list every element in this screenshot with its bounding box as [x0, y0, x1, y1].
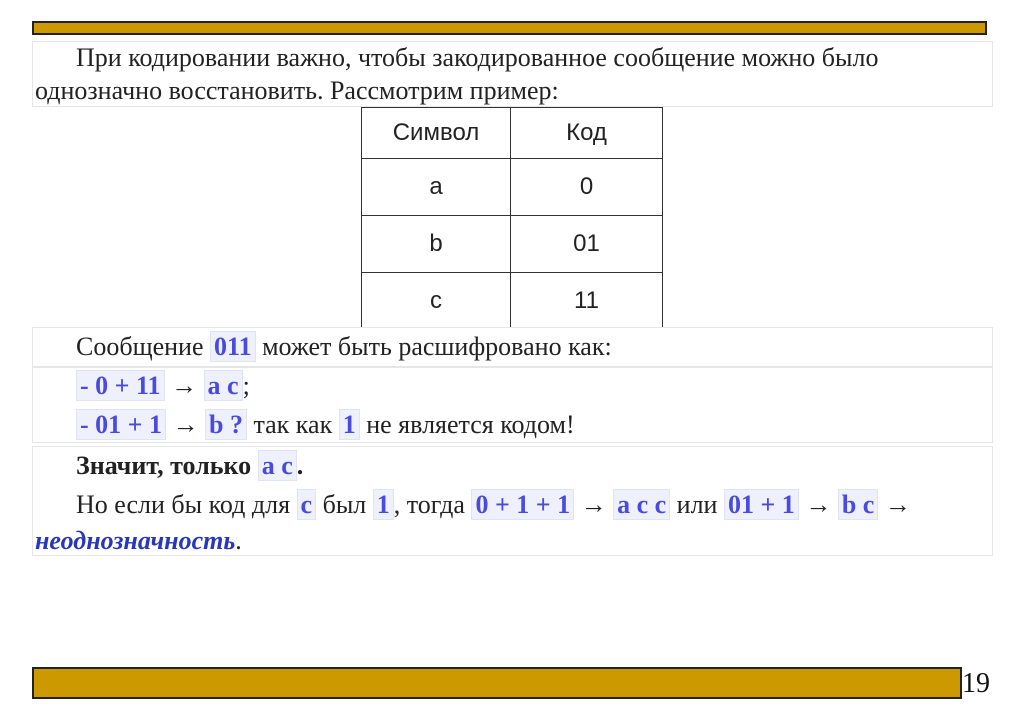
option-1-line: - 0 + 11 → a c ; — [76, 369, 250, 403]
table-row — [362, 159, 663, 216]
option-2-code: 1 — [339, 409, 360, 440]
hypothetical-line: Но если бы код для c был 1 , тогда 0 + 1 + 1 → a c c или 01 + 1 → b c → — [76, 490, 911, 519]
ambiguity-word: неоднозначность — [35, 526, 236, 555]
top-decorative-bar — [32, 21, 987, 35]
message-code: 011 — [210, 331, 256, 362]
page-number: 19 — [962, 668, 990, 699]
ambiguity-line: неоднозначность. — [35, 526, 242, 555]
cell-symbol: b — [362, 216, 511, 273]
header-code: Код — [511, 108, 663, 159]
option-1-parts: - 0 + 11 — [76, 370, 165, 401]
header-symbol: Символ — [362, 108, 511, 159]
cell-code: 0 — [511, 159, 663, 216]
cell-symbol: a — [362, 159, 511, 216]
message-line: Сообщение 011 может быть расшифровано как: — [76, 332, 612, 361]
cell-symbol: c — [362, 273, 511, 330]
option-2-line: - 01 + 1 → b ? так как 1 не является кодом! — [76, 408, 575, 442]
intro-line-1: При кодировании важно, чтобы закодированное сообщение можно было — [76, 43, 879, 72]
intro-line-2: однозначно восстановить. Рассмотрим пример: — [35, 76, 559, 105]
table-row — [362, 216, 663, 273]
cell-code: 11 — [511, 273, 663, 330]
conclusion-highlight: a c — [258, 450, 297, 481]
option-1-result: a c — [204, 370, 243, 401]
code-table — [361, 107, 663, 330]
bottom-decorative-bar — [32, 667, 962, 699]
option-2-parts: - 01 + 1 — [76, 409, 166, 440]
option-2-result: b ? — [205, 409, 247, 440]
table-row — [362, 273, 663, 330]
conclusion-line: Значит, только a c . — [76, 451, 304, 480]
table-header-row — [362, 108, 663, 159]
cell-code: 01 — [511, 216, 663, 273]
